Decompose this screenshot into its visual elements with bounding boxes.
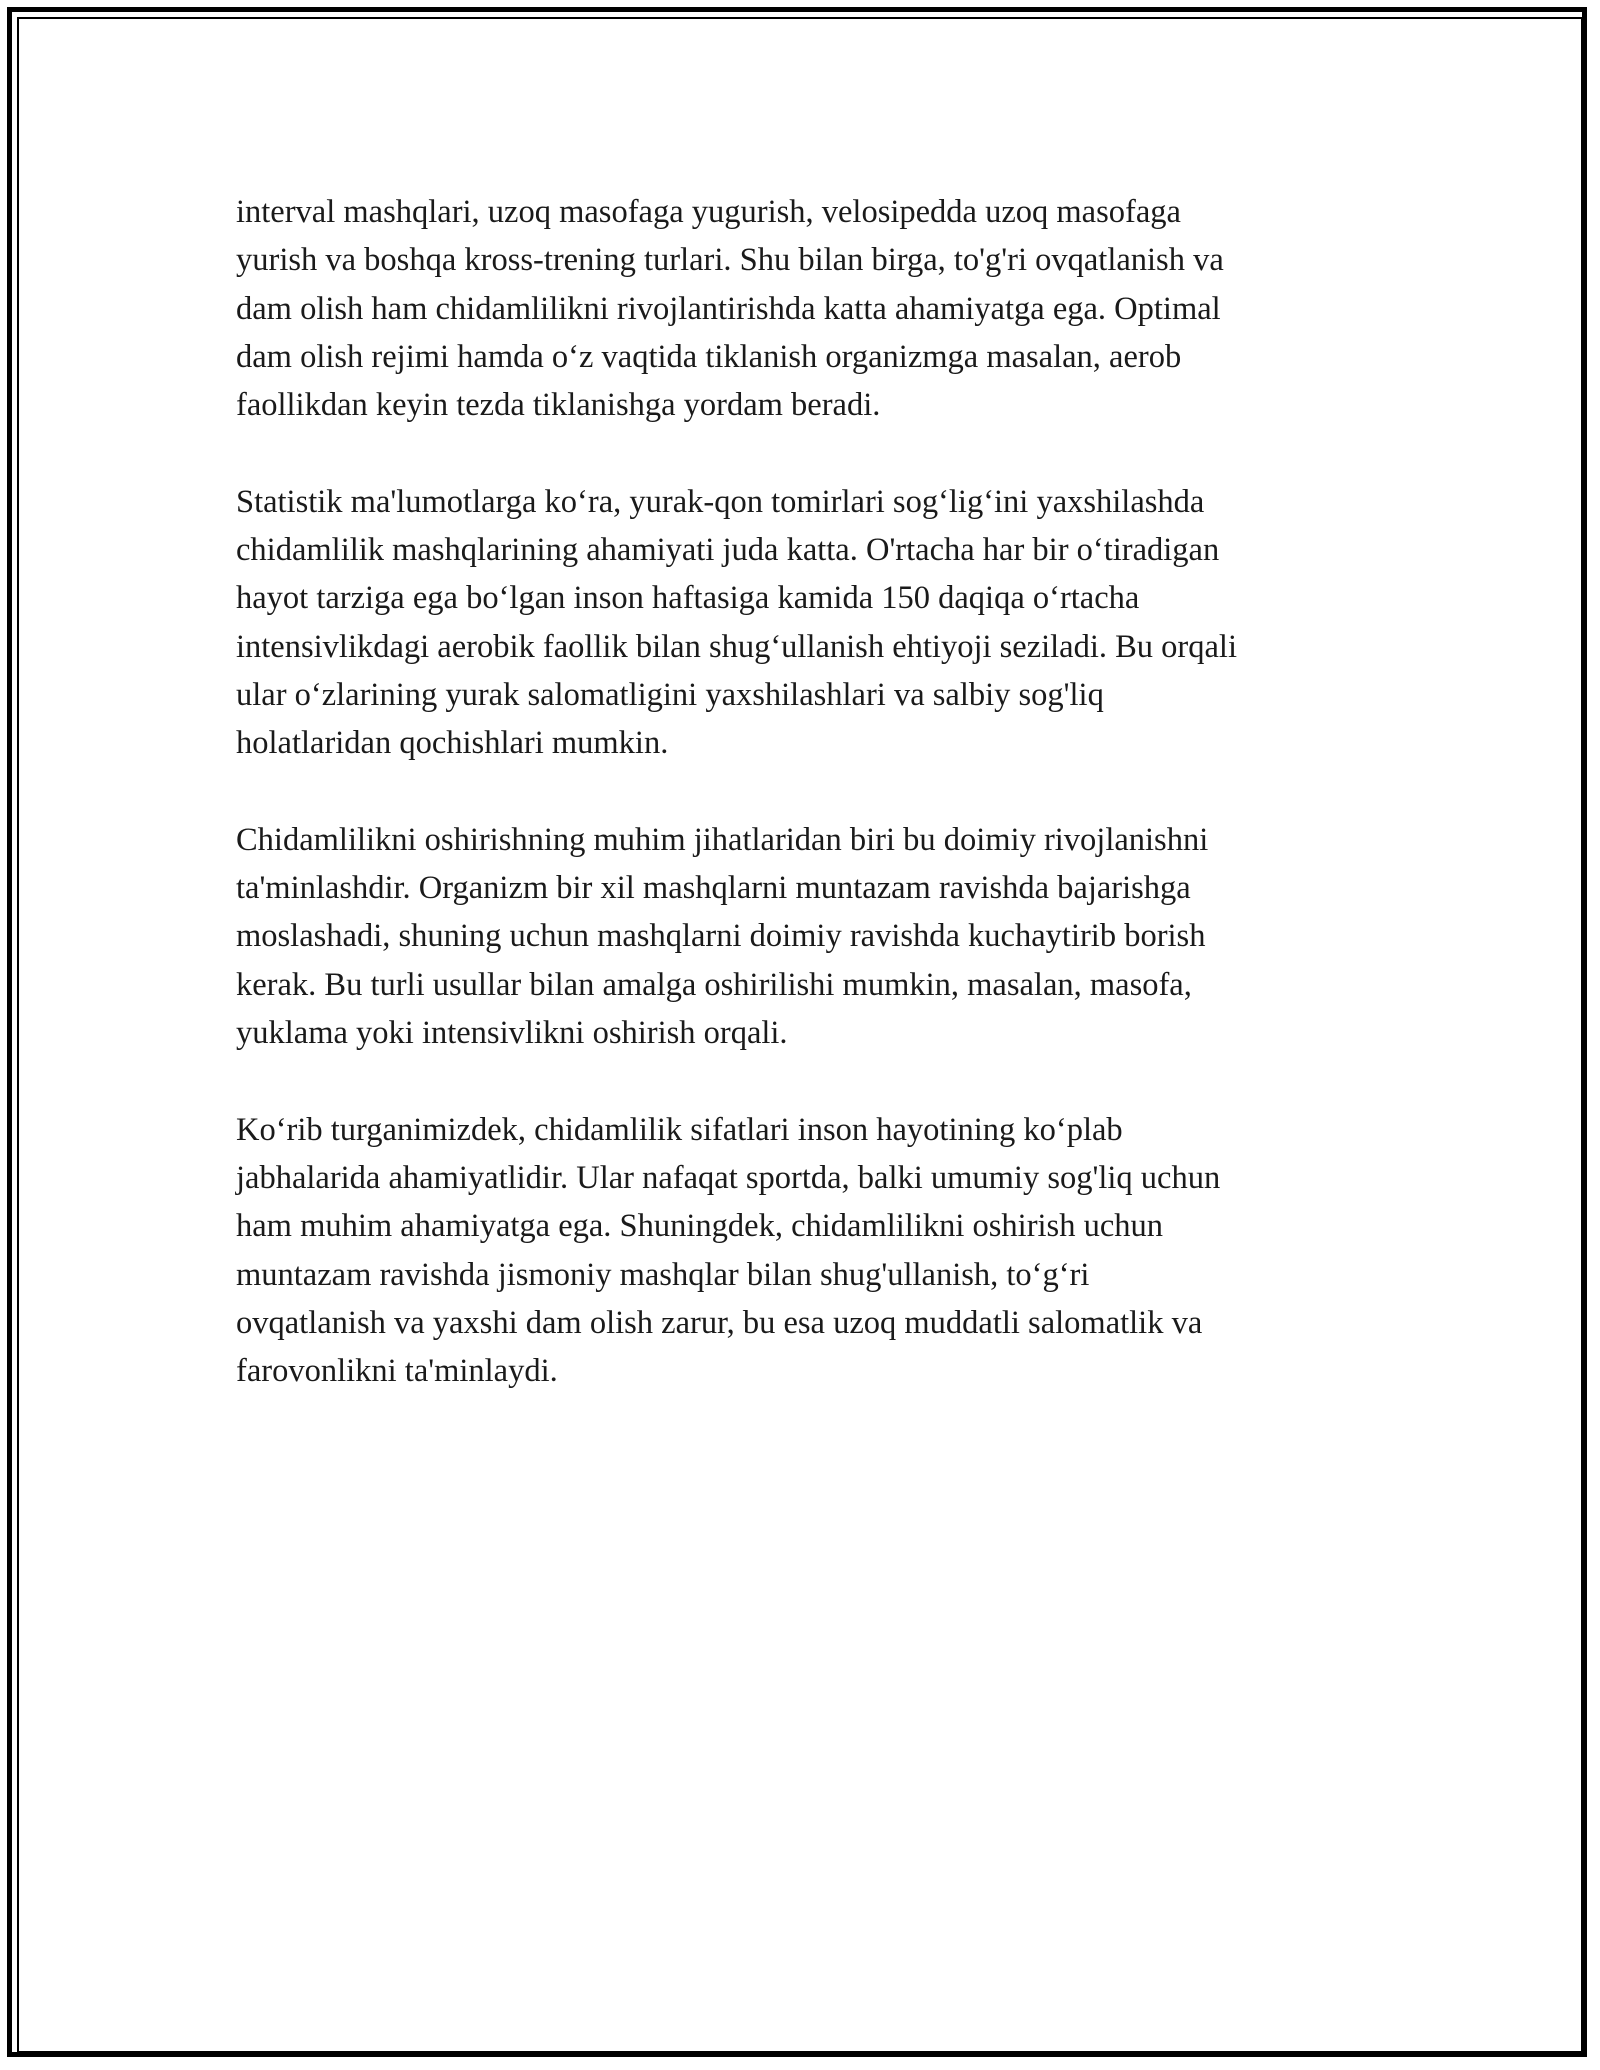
paragraph-2: [236, 478, 1406, 768]
paragraph-4: [236, 1106, 1406, 1396]
text-line: farovonlikni ta'minlaydi.: [236, 1353, 558, 1390]
text-line: intensivlikdagi aerobik faollik bilan shug‘ullanish ehtiyoji seziladi. Bu orqali: [236, 628, 1237, 665]
text-line: Ko‘rib turganimizdek, chidamlilik sifatlari inson hayotining ko‘plab: [236, 1111, 1123, 1148]
paragraph-3: [236, 816, 1406, 1057]
text-line: dam olish ham chidamlilikni rivojlantirishda katta ahamiyatga ega. Optimal: [236, 290, 1221, 327]
text-line: yurish va boshqa kross-trening turlari. Shu bilan birga, to'g'ri ovqatlanish va: [236, 242, 1224, 279]
text-line: ta'minlashdir. Organizm bir xil mashqlarni muntazam ravishda bajarishga: [236, 870, 1191, 907]
text-line: muntazam ravishda jismoniy mashqlar bilan shug'ullanish, to‘g‘ri: [236, 1256, 1090, 1293]
text-line: hayot tarziga ega bo‘lgan inson haftasiga kamida 150 daqiqa o‘rtacha: [236, 580, 1140, 617]
document-body: [236, 188, 1406, 1444]
text-line: Statistik ma'lumotlarga ko‘ra, yurak-qon tomirlari sog‘lig‘ini yaxshilashda: [236, 483, 1205, 520]
text-line: faollikdan keyin tezda tiklanishga yordam beradi.: [236, 387, 881, 424]
text-line: kerak. Bu turli usullar bilan amalga oshirilishi mumkin, masalan, masofa,: [236, 966, 1192, 1003]
text-line: moslashadi, shuning uchun mashqlarni doimiy ravishda kuchaytirib borish: [236, 918, 1206, 955]
paragraph-1: [236, 188, 1406, 429]
text-line: chidamlilik mashqlarining ahamiyati juda katta. O'rtacha har bir o‘tiradigan: [236, 532, 1220, 569]
text-line: ovqatlanish va yaxshi dam olish zarur, bu esa uzoq muddatli salomatlik va: [236, 1304, 1203, 1341]
text-line: ham muhim ahamiyatga ega. Shuningdek, chidamlilikni oshirish uchun: [236, 1208, 1163, 1245]
text-line: ular o‘zlarining yurak salomatligini yaxshilashlari va salbiy sog'liq: [236, 676, 1104, 713]
text-line: holatlaridan qochishlari mumkin.: [236, 725, 669, 762]
text-line: interval mashqlari, uzoq masofaga yugurish, velosipedda uzoq masofaga: [236, 194, 1181, 230]
text-line: jabhalarida ahamiyatlidir. Ular nafaqat sportda, balki umumiy sog'liq uchun: [236, 1159, 1221, 1196]
text-line: yuklama yoki intensivlikni oshirish orqali.: [236, 1015, 788, 1052]
text-line: dam olish rejimi hamda o‘z vaqtida tiklanish organizmga masalan, aerob: [236, 338, 1182, 375]
text-line: Chidamlilikni oshirishning muhim jihatlaridan biri bu doimiy rivojlanishni: [236, 821, 1209, 858]
